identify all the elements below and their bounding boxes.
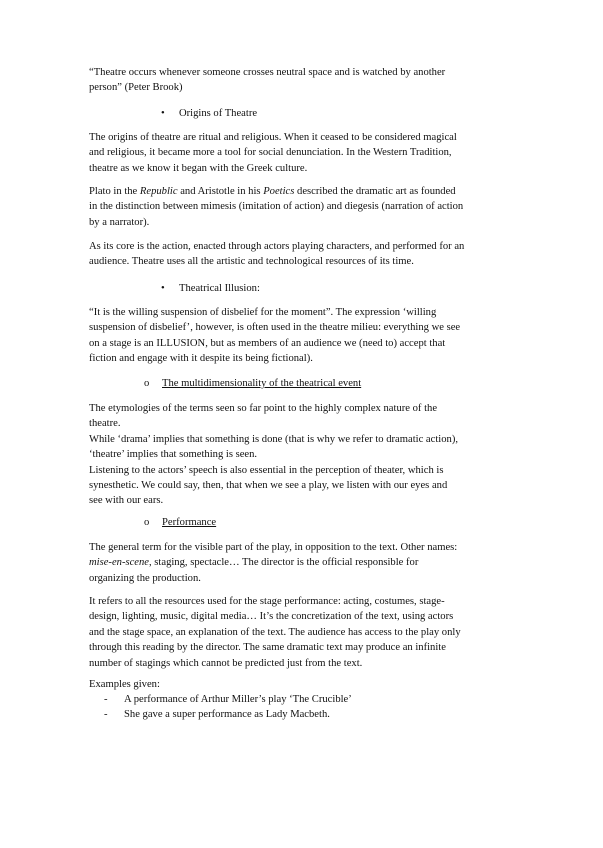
text-line: on a stage is an ILLUSION, but as members of an audience we (need to) accept that — [89, 337, 446, 349]
subheading-performance — [144, 515, 216, 530]
text-line: As its core is the action, enacted through actors playing characters, and performed for an — [89, 241, 465, 252]
performance-paragraph-1 — [89, 540, 519, 586]
dash-bullet-icon: - — [104, 709, 108, 721]
heading-origins — [161, 106, 257, 121]
text-line: synesthetic. We could say, then, that when we see a play, we listen with our eyes and — [89, 480, 448, 492]
list-item — [104, 707, 352, 722]
text-line: theatre as we know it began with the Greek culture. — [89, 162, 308, 174]
text-line: organizing the production. — [89, 572, 201, 584]
text-line: It refers to all the resources used for the stage performance: acting, costumes, stage- — [89, 596, 445, 607]
examples-list — [104, 692, 352, 723]
heading-illusion-title: Theatrical Illusion: — [179, 283, 260, 294]
title-poetics: Poetics — [263, 186, 295, 197]
circle-bullet-icon: o — [144, 378, 150, 389]
quote-line-1: “Theatre occurs whenever someone crosses neutral space and is watched by another — [89, 67, 446, 78]
text-line: While ‘drama’ implies that something is done (that is why we refer to dramatic action), — [89, 433, 458, 445]
subheading-performance-title: Performance — [162, 517, 217, 528]
list-item — [104, 692, 352, 707]
text-line: “It is the willing suspension of disbelief for the moment”. The expression ‘willing — [89, 307, 437, 318]
text-line: and religious, it became more a tool for social denunciation. In the Western Tradition, — [89, 147, 452, 159]
examples-label — [89, 677, 519, 692]
origins-paragraph-3 — [89, 239, 519, 270]
text-line: see with our ears. — [89, 495, 164, 507]
text-line: suspension of disbelief’, however, is often used in the theatre milieu: everything we see — [89, 322, 461, 334]
text-line: in the distinction between mimesis (imitation of action) and diegesis (narration of action — [89, 201, 464, 213]
illusion-paragraph — [89, 305, 519, 367]
text-line: and the stage space, an explanation of the text. The audience has access to the play only — [89, 626, 461, 638]
origins-paragraph-1 — [89, 130, 519, 176]
subheading-multidimensionality — [144, 376, 361, 391]
dash-bullet-icon: - — [104, 694, 108, 705]
text-line: number of stagings which cannot be predicted just from the text. — [89, 657, 363, 669]
text-line: Listening to the actors’ speech is also essential in the perception of theater, which is — [89, 464, 444, 476]
multidimensionality-paragraph — [89, 401, 519, 509]
text-fragment: Plato in the — [89, 186, 140, 197]
text-line: by a narrator). — [89, 216, 150, 228]
opening-quote — [89, 65, 519, 96]
term-mise-en-scene: mise-en-scene — [89, 557, 149, 569]
text-fragment: , staging, spectacle… The director is the official responsible for — [149, 557, 419, 569]
text-fragment: described the dramatic art as founded — [294, 186, 456, 197]
examples-label-text: Examples given: — [89, 679, 160, 690]
text-line: design, lighting, music, digital media… It’s the concretization of the text, using actors — [89, 611, 454, 623]
list-item-text: She gave a super performance as Lady Macbeth. — [124, 709, 330, 721]
performance-paragraph-2 — [89, 594, 519, 671]
origins-paragraph-2 — [89, 184, 519, 230]
text-line: The etymologies of the terms seen so far point to the highly complex nature of the — [89, 403, 438, 414]
text-line: fiction and engage with it despite its being fictional). — [89, 353, 313, 365]
text-line: The origins of theatre are ritual and religious. When it ceased to be considered magical — [89, 132, 457, 143]
heading-origins-title: Origins of Theatre — [179, 108, 258, 119]
text-fragment: and Aristotle in his — [177, 186, 264, 197]
text-line: The general term for the visible part of the play, in opposition to the text. Other names: — [89, 542, 458, 553]
text-line: theatre. — [89, 418, 121, 430]
circle-bullet-icon: o — [144, 517, 150, 528]
text-line: ‘theatre’ implies that something is seen. — [89, 449, 258, 461]
heading-illusion — [161, 281, 260, 296]
bullet-icon: • — [161, 108, 165, 119]
title-republic: Republic — [139, 186, 178, 197]
quote-line-2: person” (Peter Brook) — [89, 82, 183, 94]
list-item-text: A performance of Arthur Miller’s play ‘The Crucible’ — [124, 694, 352, 705]
subheading-multidimensionality-title: The multidimensionality of the theatrical event — [162, 378, 362, 389]
text-line: through this reading by the director. The same dramatic text may produce an infinite — [89, 642, 446, 654]
bullet-icon: • — [161, 283, 165, 294]
text-line: audience. Theatre uses all the artistic and technological resources of its time. — [89, 256, 414, 268]
